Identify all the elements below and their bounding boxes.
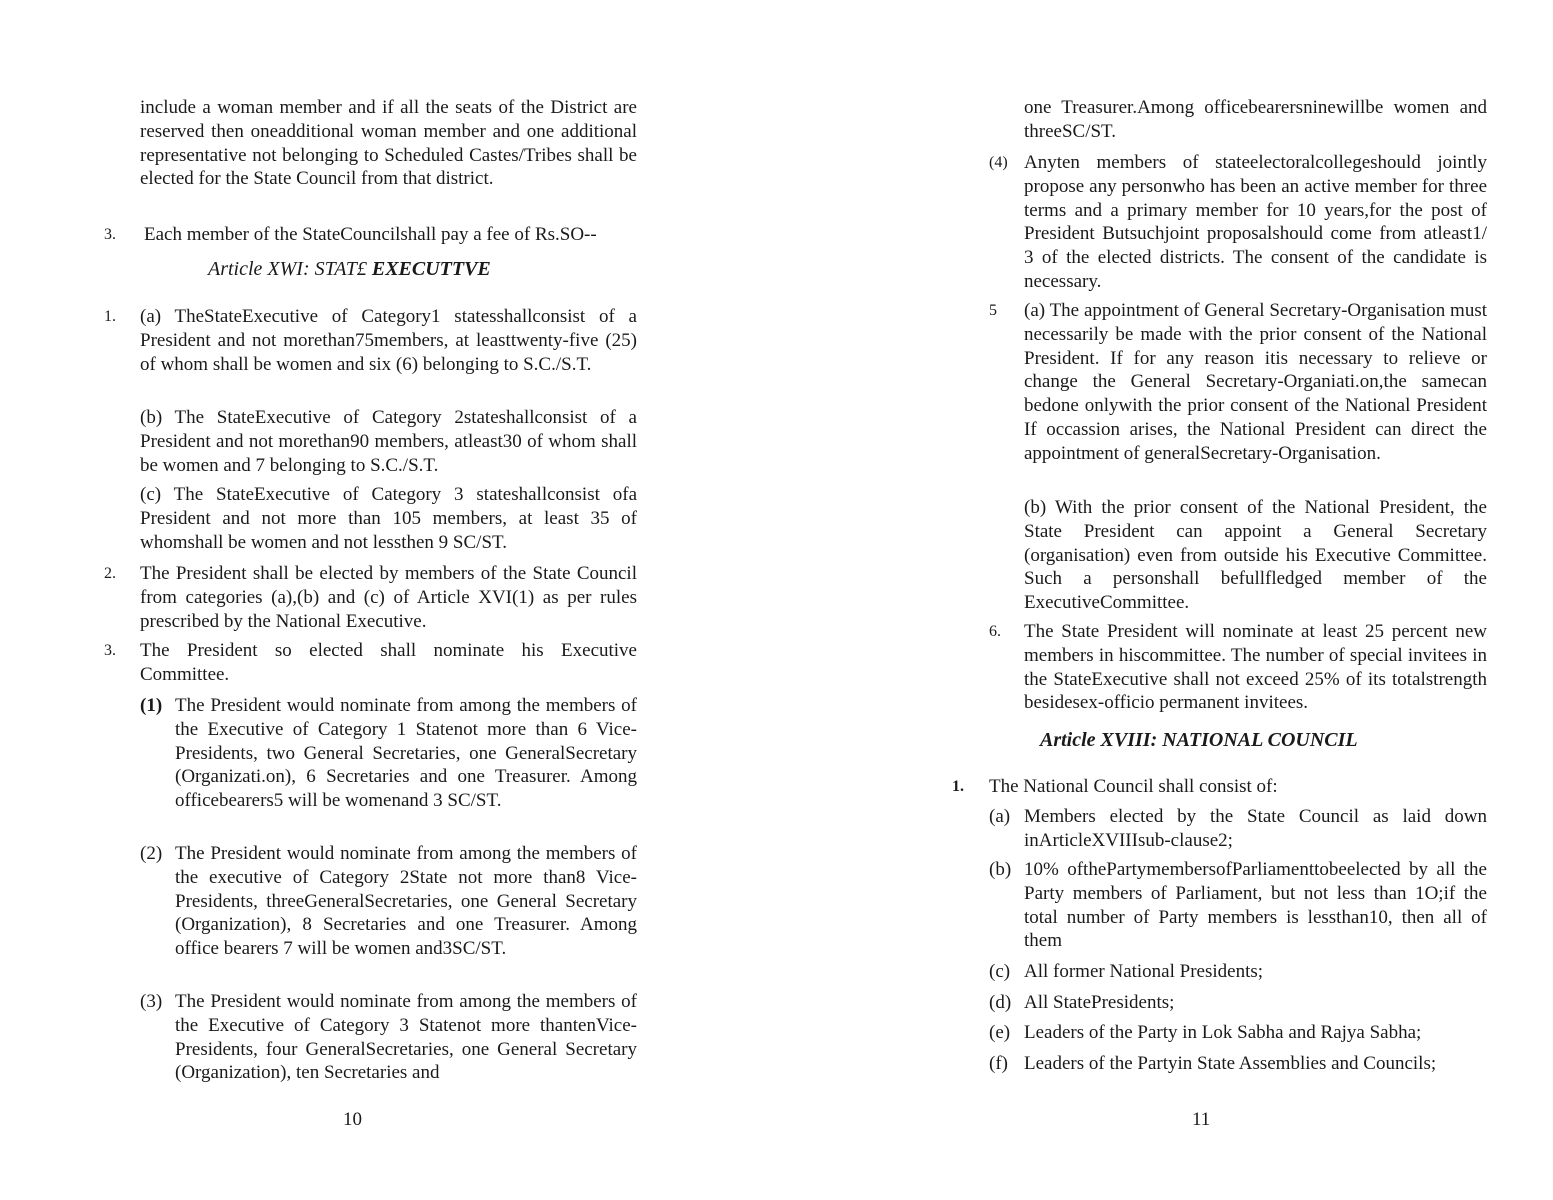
list-item: Leaders of the Party in Lok Sabha and Rajya Sabha; bbox=[1024, 1022, 1422, 1043]
subclause-a: (a) TheStateExecutive of Category1 statesshallconsist of a President and not morethan75members, at leasttwenty-five (25) of whom shall be women and six (6) belonging to S.C./S.T. bbox=[140, 306, 637, 375]
clause-composition-text: The National Council shall consist of: bbox=[989, 776, 1278, 797]
clause-number: 1. bbox=[952, 778, 964, 795]
clause-number: 3. bbox=[104, 642, 116, 659]
list-item-label: (e) bbox=[989, 1022, 1011, 1043]
list-item: The President would nominate from among the members of the Executive of Category 3 Statenot more thantenVice-Presidents, four GeneralSecretaries, one General Secretary (Organization), ten Secretaries and bbox=[175, 991, 637, 1084]
list-item: The President would nominate from among the members of the Executive of Category 1 Statenot more than 6 Vice-Presidents, two General Secretaries, one GeneralSecretary (Organizati.on), 6 Secretaries and one Treasurer. Among officebearers5 will be womenand 3 SC/ST. bbox=[175, 695, 637, 812]
clause-number: (4) bbox=[989, 154, 1008, 171]
list-item: All StatePresidents; bbox=[1024, 992, 1175, 1013]
list-item: 10% ofthePartymembersofParliamenttobeelected by all the Party members of Parliament, but not less than 1O;if the total number of Party members is lessthan10, then all of them bbox=[1024, 859, 1487, 952]
subclause-b: (b) With the prior consent of the National President, the State President can appoint a General Secretary (organisation) even from outside his Executive Committee. Such a personshall befullfledged member of the ExecutiveCommittee. bbox=[1024, 497, 1487, 614]
clause-number: 6. bbox=[989, 623, 1001, 640]
clause-number: 3. bbox=[104, 226, 116, 243]
clause-proposal-text: Anyten members of stateelectoralcollegeshould jointly propose any personwho has been an active member for three terms and a primary member for 10 years,for the post of President Butsuchjoint proposalshould come from atleast1/ 3 of the elected districts. The consent of the candidate is necessary. bbox=[1024, 152, 1487, 292]
list-item-label: (f) bbox=[989, 1053, 1008, 1074]
right-page bbox=[776, 0, 1553, 1200]
article-heading bbox=[208, 258, 491, 281]
page-number: 11 bbox=[1192, 1109, 1211, 1130]
clause-number: 2. bbox=[104, 565, 116, 582]
subclause-b: (b) The StateExecutive of Category 2stateshallconsist of a President and not morethan90 members, atleast30 of whom shall be women and 7 belonging to S.C./S.T. bbox=[140, 407, 637, 476]
article-heading-italic: Article XWI: STAT£ bbox=[208, 258, 367, 280]
list-item-label: (d) bbox=[989, 992, 1012, 1013]
list-item: All former National Presidents; bbox=[1024, 961, 1264, 982]
article-heading-bold: Article XVIII: NATIONAL COUNCIL bbox=[1040, 729, 1358, 751]
clause-election-text: The President shall be elected by members of the State Council from categories (a),(b) and (c) of Article XVI(1) as per rules prescribed by the National Executive. bbox=[140, 563, 637, 632]
list-item-label: (3) bbox=[140, 991, 163, 1012]
list-item-label: (b) bbox=[989, 859, 1012, 880]
list-item-label: (a) bbox=[989, 806, 1011, 827]
clause-fee-text: Each member of the StateCouncilshall pay a fee of Rs.SO-- bbox=[144, 224, 597, 245]
clause-number: 5 bbox=[989, 302, 997, 319]
page-number: 10 bbox=[343, 1109, 362, 1130]
list-item-label: (c) bbox=[989, 961, 1011, 982]
continuation-paragraph: one Treasurer.Among officebearersninewillbe women and threeSC/ST. bbox=[1024, 97, 1487, 142]
clause-number: 1. bbox=[104, 308, 116, 325]
article-heading bbox=[1040, 729, 1358, 752]
clause-nomination-text: The President so elected shall nominate his Executive Committee. bbox=[140, 640, 637, 685]
left-page bbox=[0, 0, 776, 1200]
article-heading-bold: EXECUTTVE bbox=[371, 258, 491, 280]
list-item: The President would nominate from among the members of the executive of Category 2State not more than8 Vice-Presidents, threeGeneralSecretaries, one General Secretary (Organization), 8 Secretaries and one Treasurer. Among office bearers 7 will be women and3SC/ST. bbox=[175, 843, 637, 960]
clause-new-members-text: The State President will nominate at least 25 percent new members in hiscommittee. The number of special invitees in the StateExecutive shall not exceed 25% of its totalstrength besidesex-officio permanent invitees. bbox=[1024, 621, 1487, 714]
subclause-c: (c) The StateExecutive of Category 3 stateshallconsist ofa President and not more than 105 members, at least 35 of whomshall be women and not lessthen 9 SC/ST. bbox=[140, 484, 637, 553]
list-item: Leaders of the Partyin State Assemblies and Councils; bbox=[1024, 1053, 1437, 1074]
continuation-paragraph: include a woman member and if all the seats of the District are reserved then oneadditional woman member and one additional representative not belonging to Scheduled Castes/Tribes shall be elected for the State Council from that district. bbox=[140, 97, 637, 190]
list-item-label: (1) bbox=[140, 695, 163, 716]
list-item: Members elected by the State Council as laid down inArticleXVIIIsub-clause2; bbox=[1024, 806, 1487, 851]
list-item-label: (2) bbox=[140, 843, 163, 864]
subclause-a: (a) The appointment of General Secretary-Organisation must necessarily be made with the prior consent of the National President. If for any reason itis necessary to relieve or change the General Secretary-Organiati.on,the samecan bedone onlywith the prior consent of the National President If occassion arises, the National President can direct the appointment of generalSecretary-Organisation. bbox=[1024, 300, 1487, 464]
